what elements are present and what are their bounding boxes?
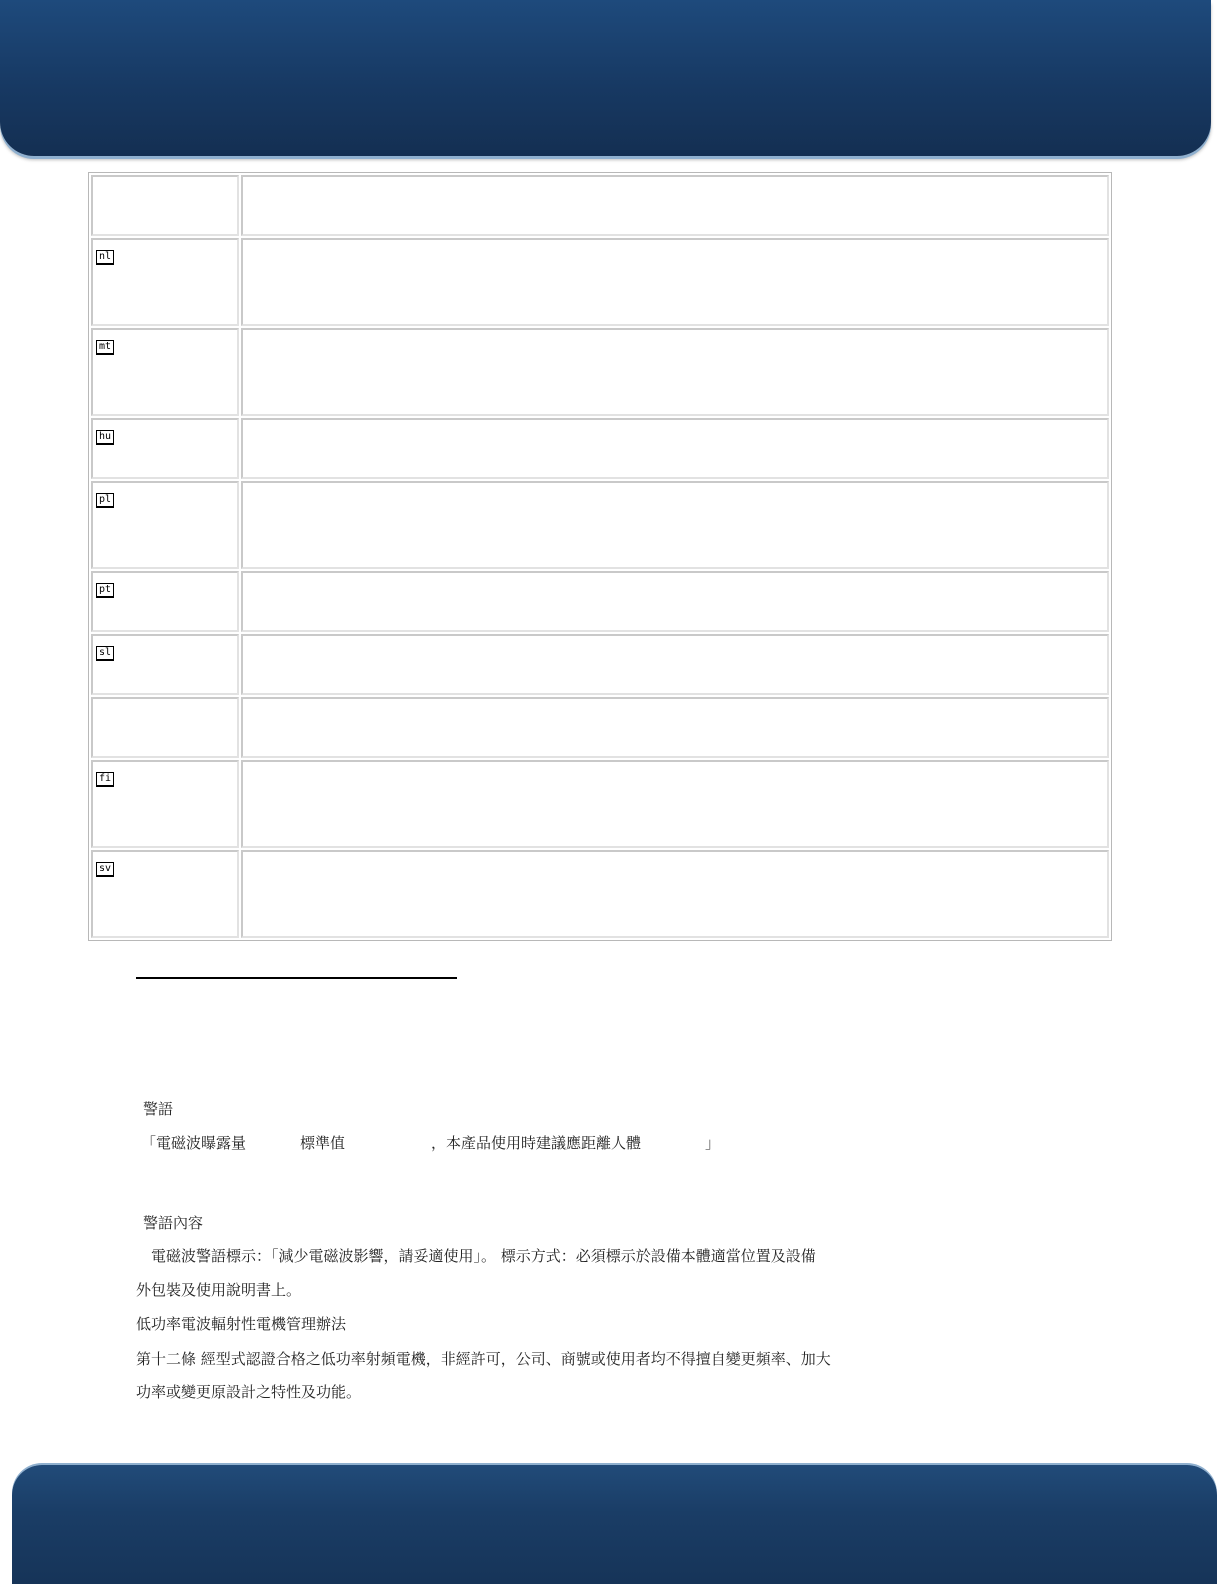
table-row <box>91 760 1109 848</box>
language-text-cell <box>241 481 1109 569</box>
language-flag-cell <box>91 328 239 416</box>
language-text-cell <box>241 850 1109 938</box>
table-row <box>91 571 1109 632</box>
pl-flag-icon: pl <box>96 493 114 508</box>
table-row <box>91 175 1109 236</box>
article-line-2: 功率或變更原設計之特性及功能。 <box>136 1383 362 1401</box>
table-row <box>91 481 1109 569</box>
language-text-cell <box>241 697 1109 758</box>
table-row <box>91 634 1109 695</box>
warning-content-line-2: 外包裝及使用說明書上。 <box>136 1281 302 1299</box>
language-text-cell <box>241 238 1109 326</box>
language-text-cell <box>241 571 1109 632</box>
warning-quote-open: 「電磁波曝露量 <box>141 1134 247 1152</box>
article-line-1: 第十二條 經型式認證合格之低功率射頻電機，非經許可，公司、商號或使用者均不得擅自變更頻率、加大 <box>136 1350 831 1368</box>
sv-flag-icon: sv <box>96 862 114 877</box>
table-row <box>91 418 1109 479</box>
distance-text: ，本產品使用時建議應距離人體 <box>431 1134 642 1152</box>
table-row <box>91 697 1109 758</box>
fi-flag-icon: fi <box>96 772 114 787</box>
nl-flag-icon: nl <box>96 250 114 265</box>
language-text-cell <box>241 760 1109 848</box>
language-text-cell <box>241 175 1109 236</box>
language-text-cell <box>241 634 1109 695</box>
language-text-cell <box>241 328 1109 416</box>
language-flag-cell <box>91 697 239 758</box>
header-banner <box>0 0 1211 156</box>
warning-content-line-1: 電磁波警語標示：「減少電磁波影響，請妥適使用」。 標示方式：必須標示於設備本體適當位置及設備 <box>136 1247 816 1265</box>
language-flag-cell <box>91 634 239 695</box>
language-flag-cell <box>91 571 239 632</box>
language-flag-cell <box>91 238 239 326</box>
warning-quote-close: 」 <box>705 1134 721 1152</box>
footer-banner <box>12 1465 1217 1584</box>
language-flag-cell <box>91 850 239 938</box>
language-flag-cell <box>91 760 239 848</box>
pt-flag-icon: pt <box>96 583 114 598</box>
language-flag-cell <box>91 481 239 569</box>
language-text-cell <box>241 418 1109 479</box>
table-row <box>91 238 1109 326</box>
language-flag-cell <box>91 418 239 479</box>
hu-flag-icon: hu <box>96 430 114 445</box>
warning-title: 警語 <box>143 1100 174 1118</box>
language-table <box>88 172 1112 941</box>
mt-flag-icon: mt <box>96 340 114 355</box>
standard-value-label: 標準值 <box>300 1134 346 1152</box>
regulation-title: 低功率電波輻射性電機管理辦法 <box>136 1315 347 1333</box>
table-row <box>91 850 1109 938</box>
sl-flag-icon: sl <box>96 646 114 661</box>
warning-statement <box>141 1133 720 1153</box>
section-divider <box>136 977 457 979</box>
warning-content-title: 警語內容 <box>143 1214 204 1232</box>
language-flag-cell <box>91 175 239 236</box>
table-row <box>91 328 1109 416</box>
